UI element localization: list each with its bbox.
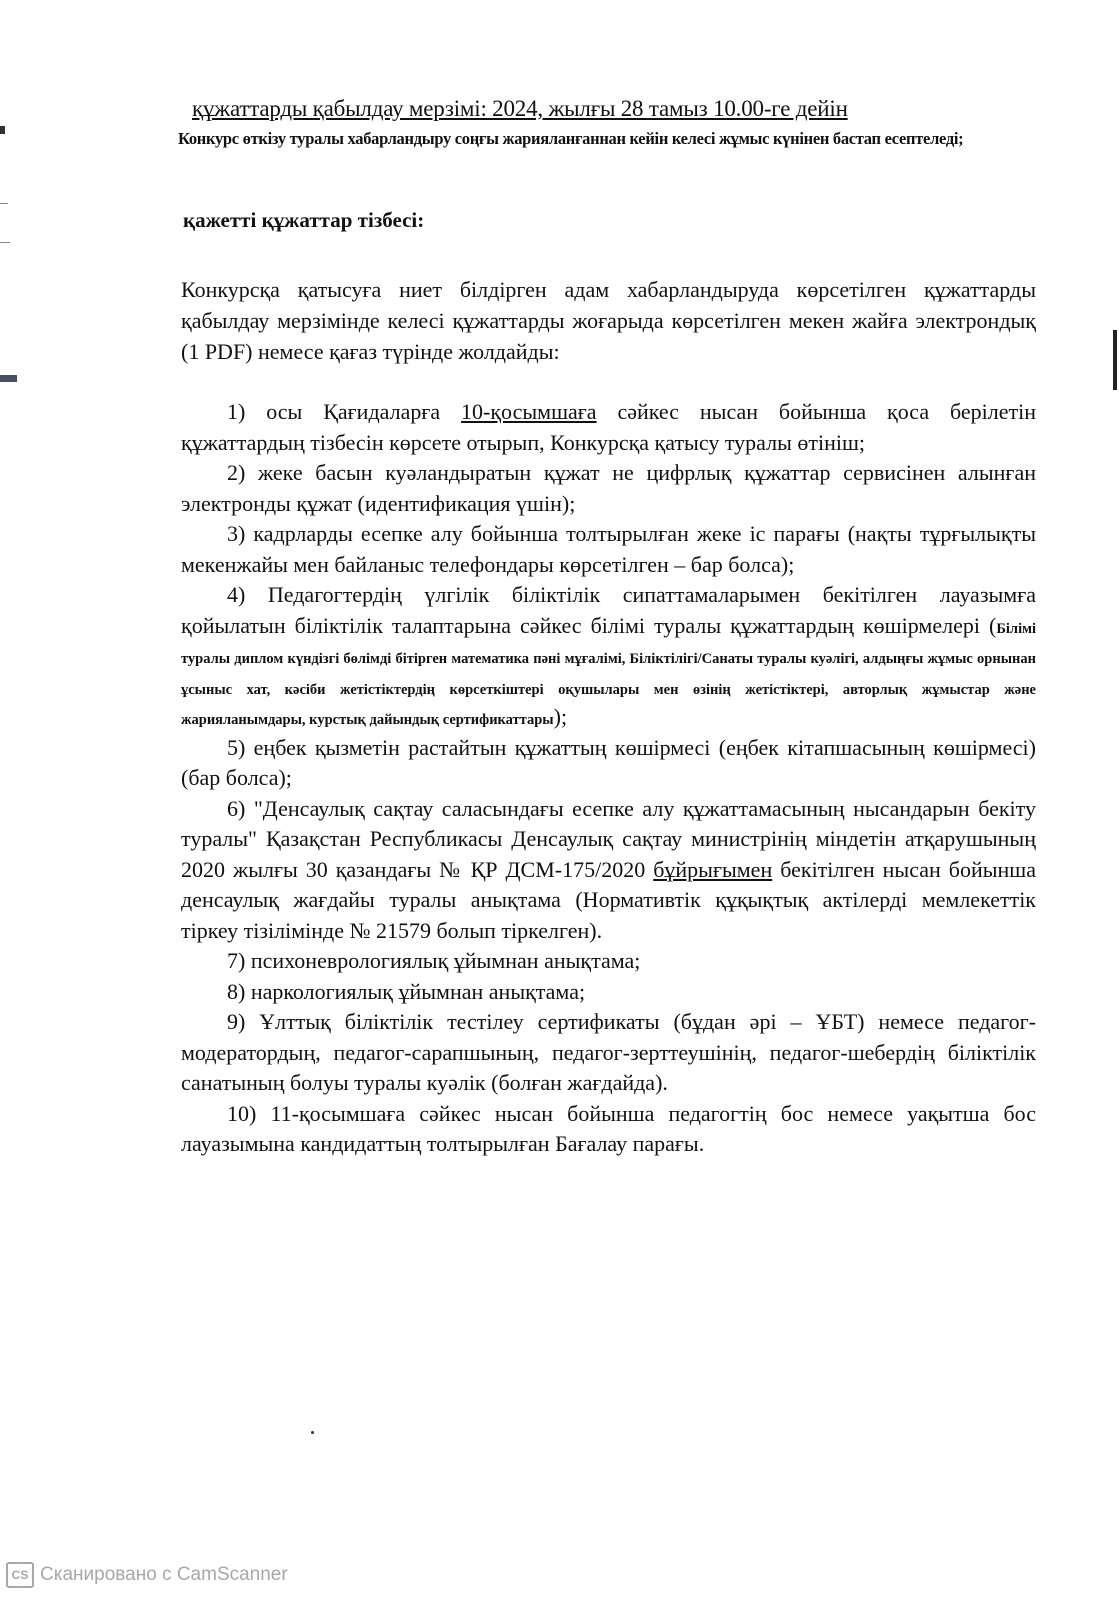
item-note: Білімі туралы диплом күндізгі бөлімді бітірген математика пәні мұғалімі, Біліктілігі/Санаты туралы куәлігі, алдыңғы жұмыс орнынан ұсыныс хат, кәсіби жетістіктердің көрсеткіштері оқушылары мен өзінің жетістіктері, авторлық жұмыстар және жарияланымдары, курстық дайындық сертификаттары xyxy=(181,620,1036,728)
list-item xyxy=(181,397,1036,458)
list-item xyxy=(181,580,1036,733)
list-item: 8) наркологиялық ұйымнан анықтама; xyxy=(227,978,586,1004)
scan-edge-mark xyxy=(0,126,5,134)
scan-edge-mark xyxy=(1113,330,1117,390)
camscanner-logo-icon: CS xyxy=(6,1562,34,1588)
watermark-text: Сканировано с CamScanner xyxy=(40,1564,288,1585)
item-text: 4) Педагогтердің үлгілік біліктілік сипаттамаларымен бекітілген лауазымға қойылатын біліктілік талаптарына сәйкес білімі туралы құжаттардың көшірмелері ( xyxy=(181,582,1036,638)
item-text: бекітілген нысан бойынша денсаулық жағдайы туралы анықтама (Нормативтік құқықтық актілерді мемлекеттік тіркеу тізілімінде № 21579 болып тіркелген). xyxy=(181,856,1036,943)
camscanner-watermark xyxy=(6,1562,288,1588)
list-item: 2) жеке басын куәландыратын құжат не цифрлық құжаттар сервисінен алынған электронды құжат (идентификация үшін); xyxy=(181,460,1036,516)
scan-edge-mark xyxy=(0,242,10,243)
scan-edge-mark xyxy=(0,375,17,382)
required-documents-list xyxy=(181,397,1036,1160)
submission-deadline: құжаттарды қабылдау мерзімі: 2024, жылғы 28 тамыз 10.00-ге дейін xyxy=(192,96,848,121)
list-item: 5) еңбек қызметін растайтын құжаттың көшірмесі (еңбек кітапшасының көшірмесі) (бар болса); xyxy=(181,734,1036,790)
list-item: 9) Ұлттық біліктілік тестілеу сертификаты (бұдан әрі – ҰБТ) немесе педагог-модератордың, педагог-сарапшының, педагог-зерттеушінің, педагог-шебердің біліктілік санатының болуы туралы куәлік (болған жағдайда). xyxy=(181,1009,1036,1095)
list-item: 7) психоневрологиялық ұйымнан анықтама; xyxy=(227,948,641,973)
appendix-10-link[interactable]: 10-қосымшаға xyxy=(461,399,597,424)
order-link[interactable]: бұйрығымен xyxy=(653,856,773,882)
scan-speck xyxy=(311,1431,314,1434)
item-text: 1) осы Қағидаларға xyxy=(227,399,462,424)
deadline-note: Конкурс өткізу туралы хабарландыру соңғы жарияланғаннан кейін келесі жұмыс күнінен бастап есептеледі; xyxy=(178,129,964,148)
list-item: 10) 11-қосымшаға сәйкес нысан бойынша педагогтің бос немесе уақытша бос лауазымына кандидаттың толтырылған Бағалау парағы. xyxy=(181,1100,1036,1156)
item-text: ); xyxy=(553,704,568,729)
item-text: 6) "Денсаулық сақтау саласындағы есепке алу құжаттамасының нысандарын бекіту туралы" Қазақстан Республикасы Денсаулық сақтау министрінің міндетін атқарушының 2020 жылғы 30 қазандағы № ҚР ДСМ-175/2020 xyxy=(181,795,1036,882)
intro-paragraph: Конкурсқа қатысуға ниет білдірген адам хабарландыруда көрсетілген құжаттарды қабылдау мерзімінде келесі құжаттарды жоғарыда көрсетілген мекен жайға электрондық (1 PDF) немесе қағаз түрінде жолдайды: xyxy=(181,277,1036,364)
scan-edge-mark xyxy=(0,203,8,204)
required-documents-title: қажетті құжаттар тізбесі: xyxy=(183,208,425,232)
list-item xyxy=(181,794,1036,947)
item-text: сәйкес нысан бойынша қоса берілетін құжаттардың тізбесін көрсете отырып, Конкурсқа қатысу туралы өтініш; xyxy=(181,399,1037,455)
list-item: 3) кадрларды есепке алу бойынша толтырылған жеке іс парағы (нақты тұрғылықты мекенжайы мен байланыс телефондары көрсетілген – бар болса); xyxy=(181,521,1036,577)
